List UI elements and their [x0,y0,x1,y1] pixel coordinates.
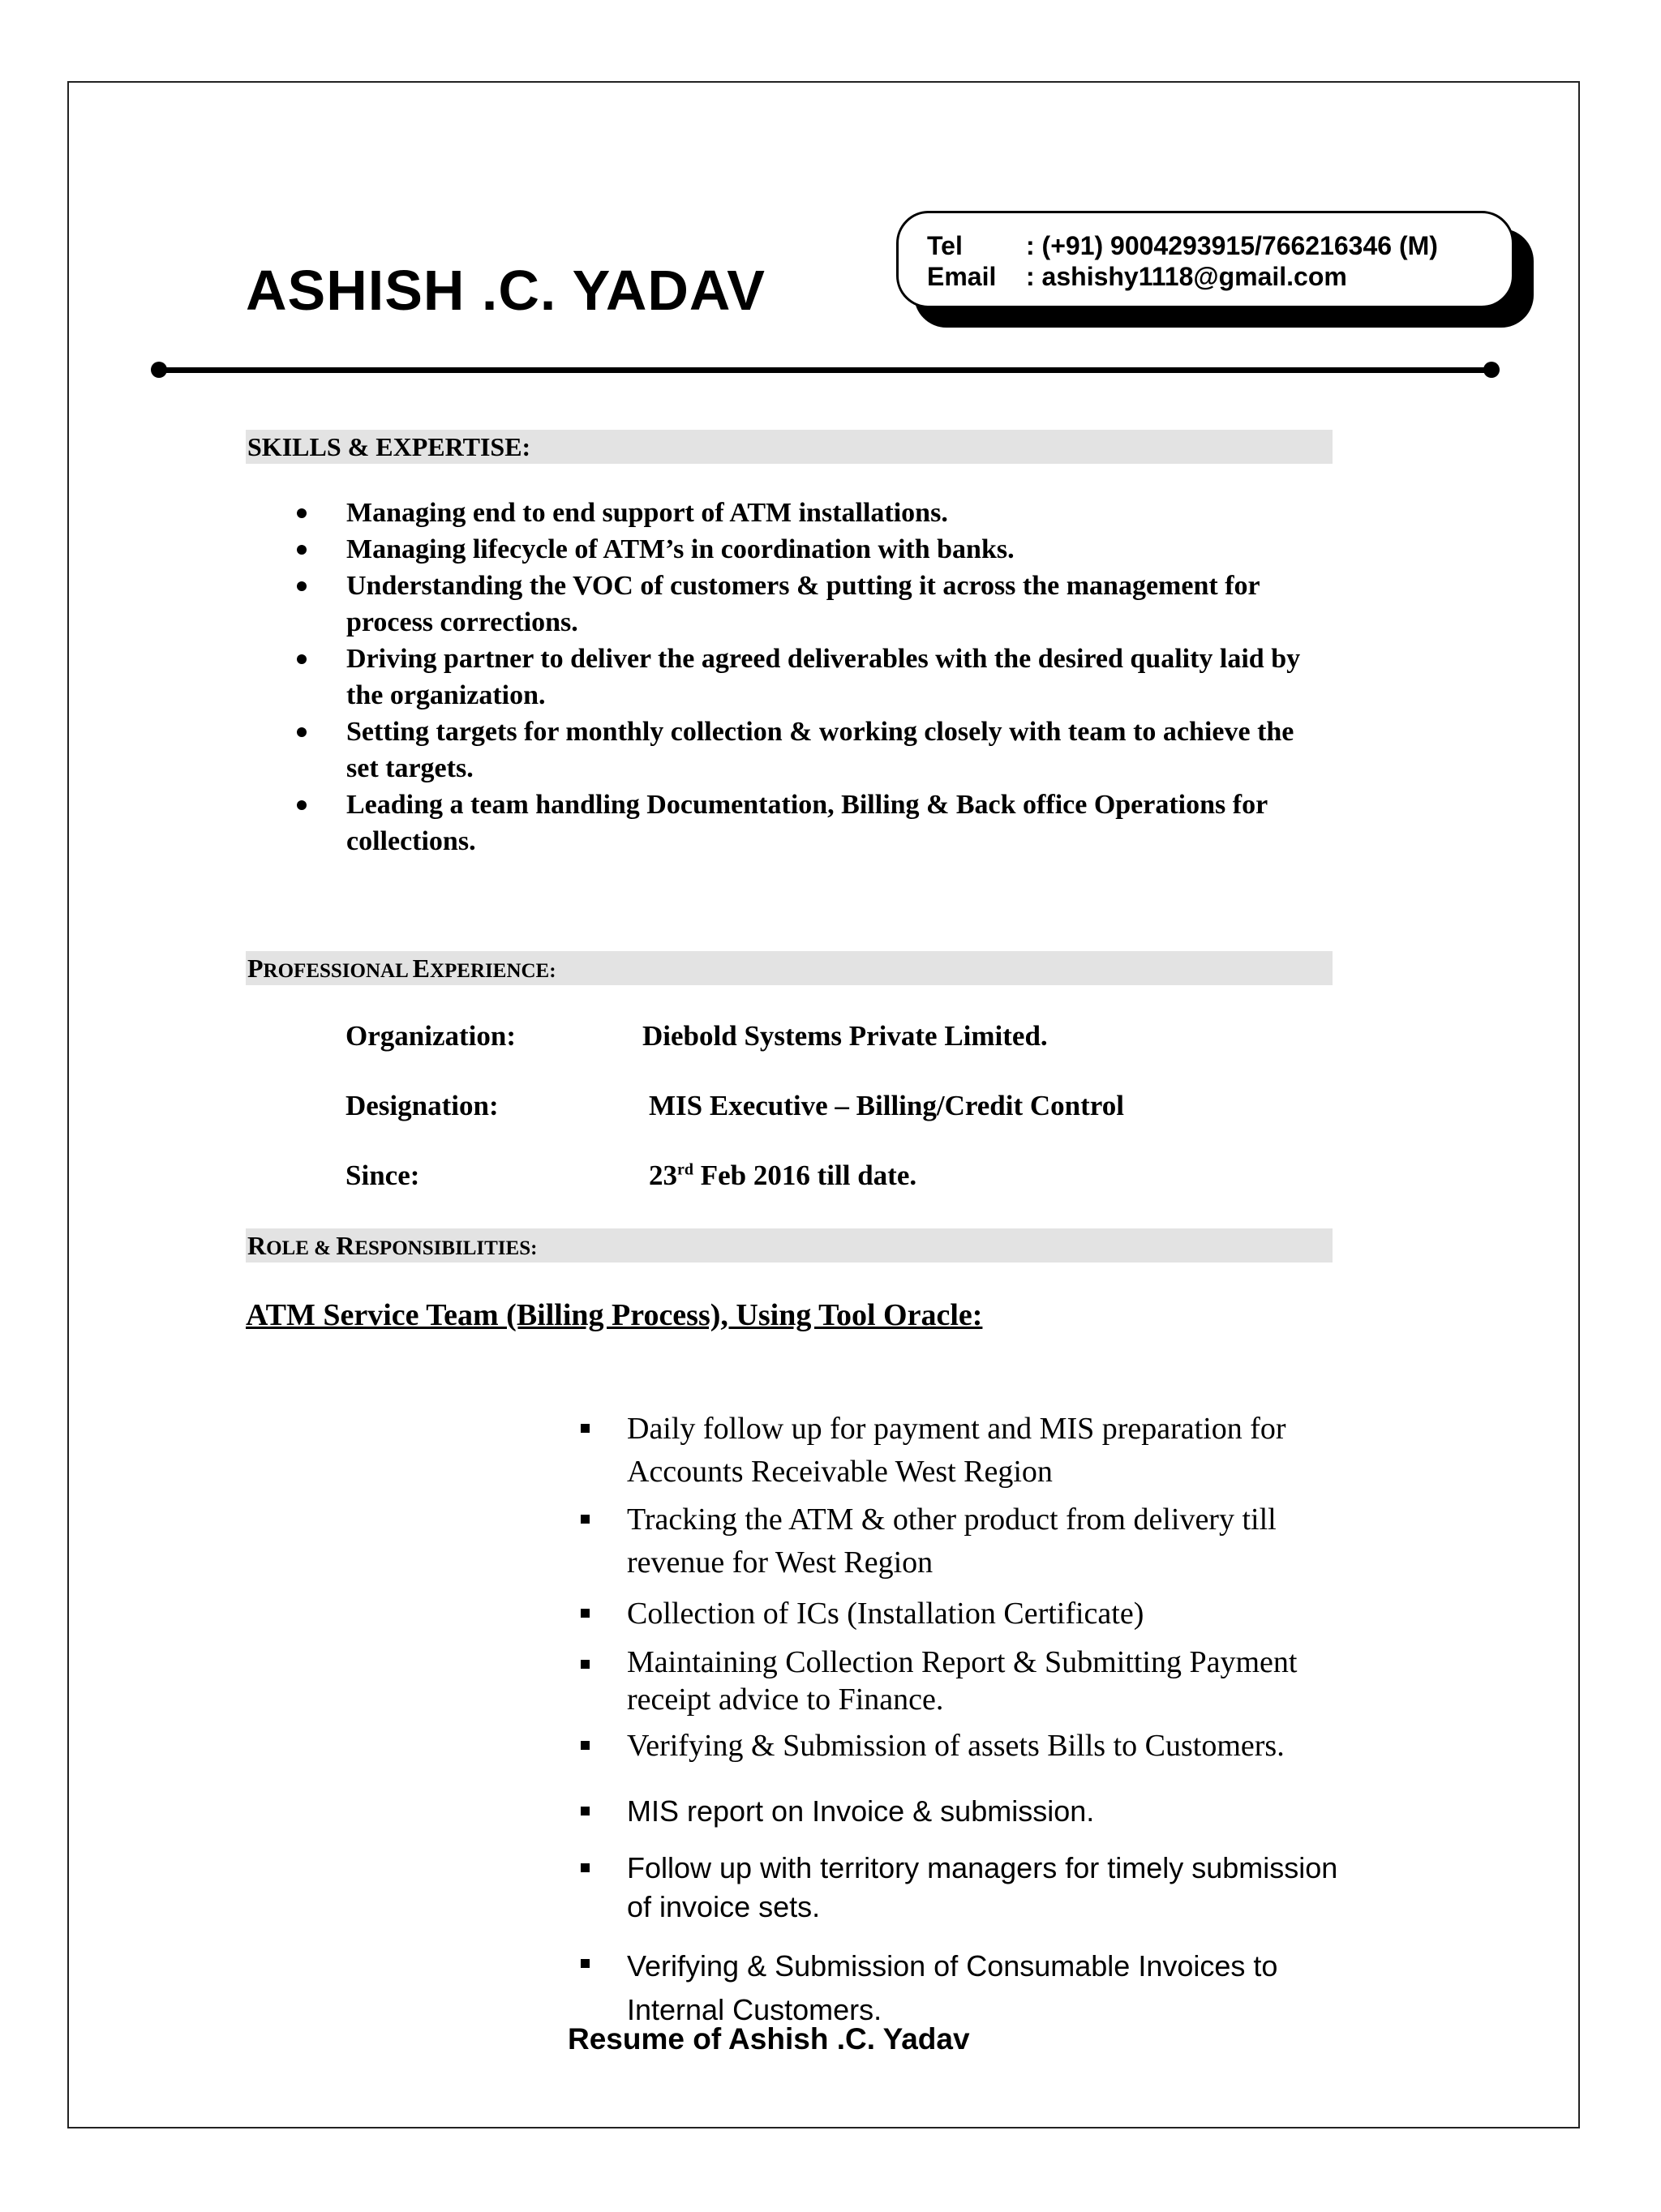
heading-rest: OLE & [266,1237,337,1259]
responsibility-item: Daily follow up for payment and MIS preparation for Accounts Receivable West Region [573,1408,1351,1494]
skills-item: Setting targets for monthly collection & working closely with team to achieve the set targets. [246,714,1333,787]
contact-tel-row [927,231,1438,261]
responsibility-item: Collection of ICs (Installation Certificate) [573,1593,1351,1635]
heading-letter: R [247,1231,267,1260]
skills-item: Leading a team handling Documentation, Billing & Back office Operations for collections. [246,787,1333,860]
since-suffix: rd [677,1160,693,1179]
tel-value: : (+91) 9004293915/766216346 (M) [1026,231,1438,260]
skills-item: Managing lifecycle of ATM’s in coordination with banks. [246,531,1333,568]
skills-item: Managing end to end support of ATM installations. [246,495,1333,531]
heading-rest: ROFESSIONAL [263,960,413,982]
heading-letter: E [412,954,430,983]
skills-item: Understanding the VOC of customers & putting it across the management for process corrections. [246,568,1333,641]
divider-right-dot [1483,362,1500,378]
since-rest: Feb 2016 till date. [693,1160,917,1191]
responsibility-item: MIS report on Invoice & submission. [573,1792,1351,1831]
heading-rest: ESPONSIBILITIES: [354,1237,538,1259]
tel-label: Tel [927,231,963,260]
candidate-name: ASHISH .C. YADAV [246,259,766,322]
heading-letter: R [336,1231,355,1260]
responsibility-item: Maintaining Collection Report & Submitting Payment receipt advice to Finance. [573,1644,1351,1718]
designation-label: Designation: [346,1090,499,1121]
roles-heading [246,1228,1333,1262]
responsibility-item: Verifying & Submission of Consumable Invoices to Internal Customers. [573,1944,1351,2032]
designation-value: MIS Executive – Billing/Credit Control [649,1090,1124,1121]
header-divider [158,367,1492,373]
contact-email-row [927,262,1347,292]
responsibilities-list-sans [573,1792,1351,2032]
since-value [649,1160,916,1192]
since-day: 23 [649,1160,677,1191]
footer-title: Resume of Ashish .C. Yadav [568,2022,970,2056]
since-label: Since: [346,1160,420,1191]
responsibility-item: Verifying & Submission of assets Bills to Customers. [573,1725,1351,1768]
divider-left-dot [151,362,167,378]
responsibility-item: Tracking the ATM & other product from delivery till revenue for West Region [573,1498,1351,1584]
email-value: : ashishy1118@gmail.com [1026,262,1347,291]
skills-list [246,495,1333,860]
heading-rest: XPERIENCE: [429,960,556,982]
roles-subtitle: ATM Service Team (Billing Process), Using Tool Oracle: [246,1298,983,1332]
heading-letter: P [247,954,264,983]
responsibilities-list [573,1408,1351,1768]
experience-heading [246,951,1333,985]
email-label: Email [927,262,997,291]
organization-value: Diebold Systems Private Limited. [642,1020,1048,1052]
contact-box [896,211,1514,308]
responsibility-item: Follow up with territory managers for timely submission of invoice sets. [573,1849,1351,1927]
skills-heading: SKILLS & EXPERTISE: [246,430,1333,464]
skills-item: Driving partner to deliver the agreed deliverables with the desired quality laid by the organization. [246,641,1333,714]
organization-label: Organization: [346,1020,516,1052]
